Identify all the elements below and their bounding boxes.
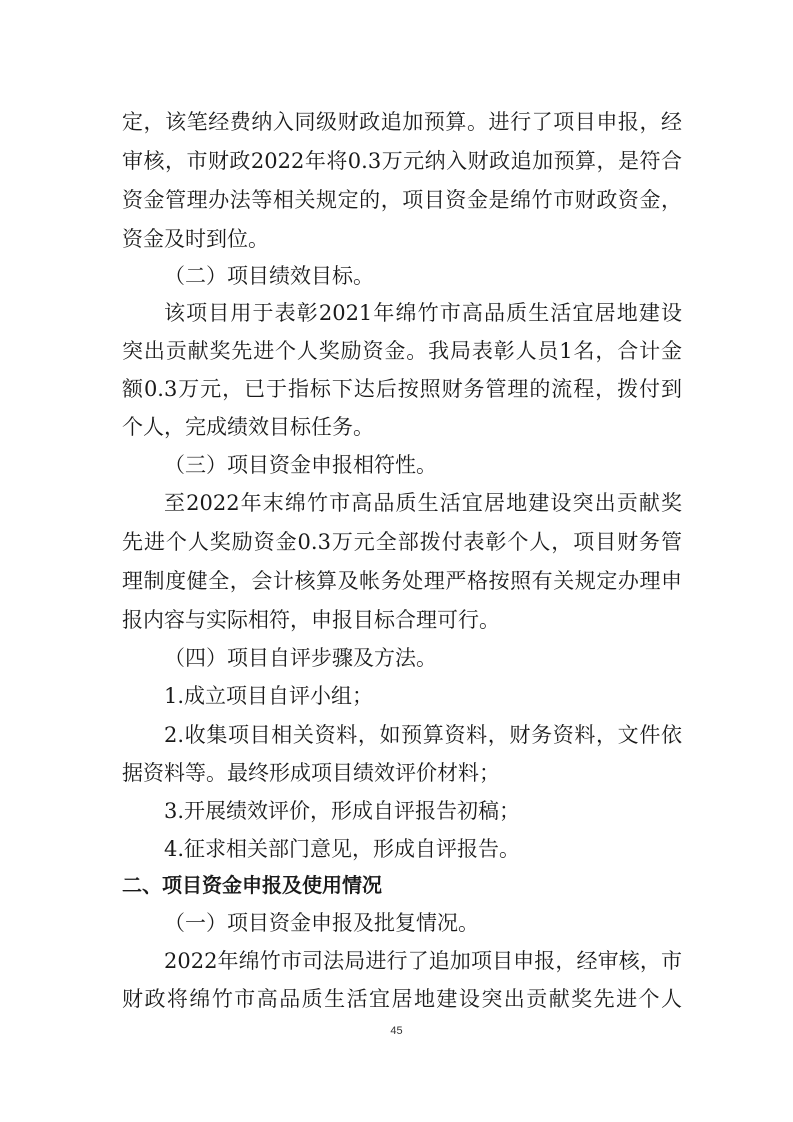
subsection-heading: （三）项目资金申报相符性。 [164, 453, 437, 477]
paragraph-line: 该项目用于表彰2021年绵竹市高品质生活宜居地建设 [164, 301, 682, 325]
paragraph-line: 先进个人奖励资金0.3万元全部拨付表彰个人，项目财务管 [122, 530, 682, 554]
paragraph-line: 定，该笔经费纳入同级财政追加预算。进行了项目申报，经 [122, 110, 682, 134]
paragraph-line: 个人，完成绩效目标任务。 [122, 415, 374, 439]
paragraph-line: 审核，市财政2022年将0.3万元纳入财政追加预算，是符合 [122, 149, 682, 173]
subsection-heading: （四）项目自评步骤及方法。 [164, 646, 437, 670]
page-number: 45 [390, 1025, 403, 1037]
subsection-heading: （二）项目绩效目标。 [164, 264, 374, 288]
paragraph-line: 突出贡献奖先进个人奖励资金。我局表彰人员1名，合计金 [122, 339, 682, 363]
subsection-heading: （一）项目资金申报及批复情况。 [164, 911, 479, 935]
list-item: 4.征求相关部门意见，形成自评报告。 [164, 837, 521, 861]
paragraph-line: 财政将绵竹市高品质生活宜居地建设突出贡献奖先进个人 [122, 987, 682, 1011]
paragraph-line: 资金及时到位。 [122, 227, 269, 251]
list-item: 2.收集项目相关资料，如预算资料，财务资料，文件依 [164, 723, 682, 747]
paragraph-line: 至2022年末绵竹市高品质生活宜居地建设突出贡献奖 [164, 491, 682, 515]
paragraph-line: 理制度健全，会计核算及帐务处理严格按照有关规定办理申 [122, 569, 682, 593]
paragraph-line: 额0.3万元，已于指标下达后按照财务管理的流程，拨付到 [122, 377, 682, 401]
section-heading: 二、项目资金申报及使用情况 [122, 873, 382, 897]
paragraph-line: 2022年绵竹市司法局进行了追加项目申报，经审核，市 [164, 949, 682, 973]
paragraph-line: 据资料等。最终形成项目绩效评价材料； [122, 761, 500, 785]
list-item: 1.成立项目自评小组； [164, 684, 374, 708]
paragraph-line: 资金管理办法等相关规定的，项目资金是绵竹市财政资金， [122, 188, 682, 212]
paragraph-line: 报内容与实际相符，申报目标合理可行。 [122, 608, 500, 632]
list-item: 3.开展绩效评价，形成自评报告初稿； [164, 799, 521, 823]
